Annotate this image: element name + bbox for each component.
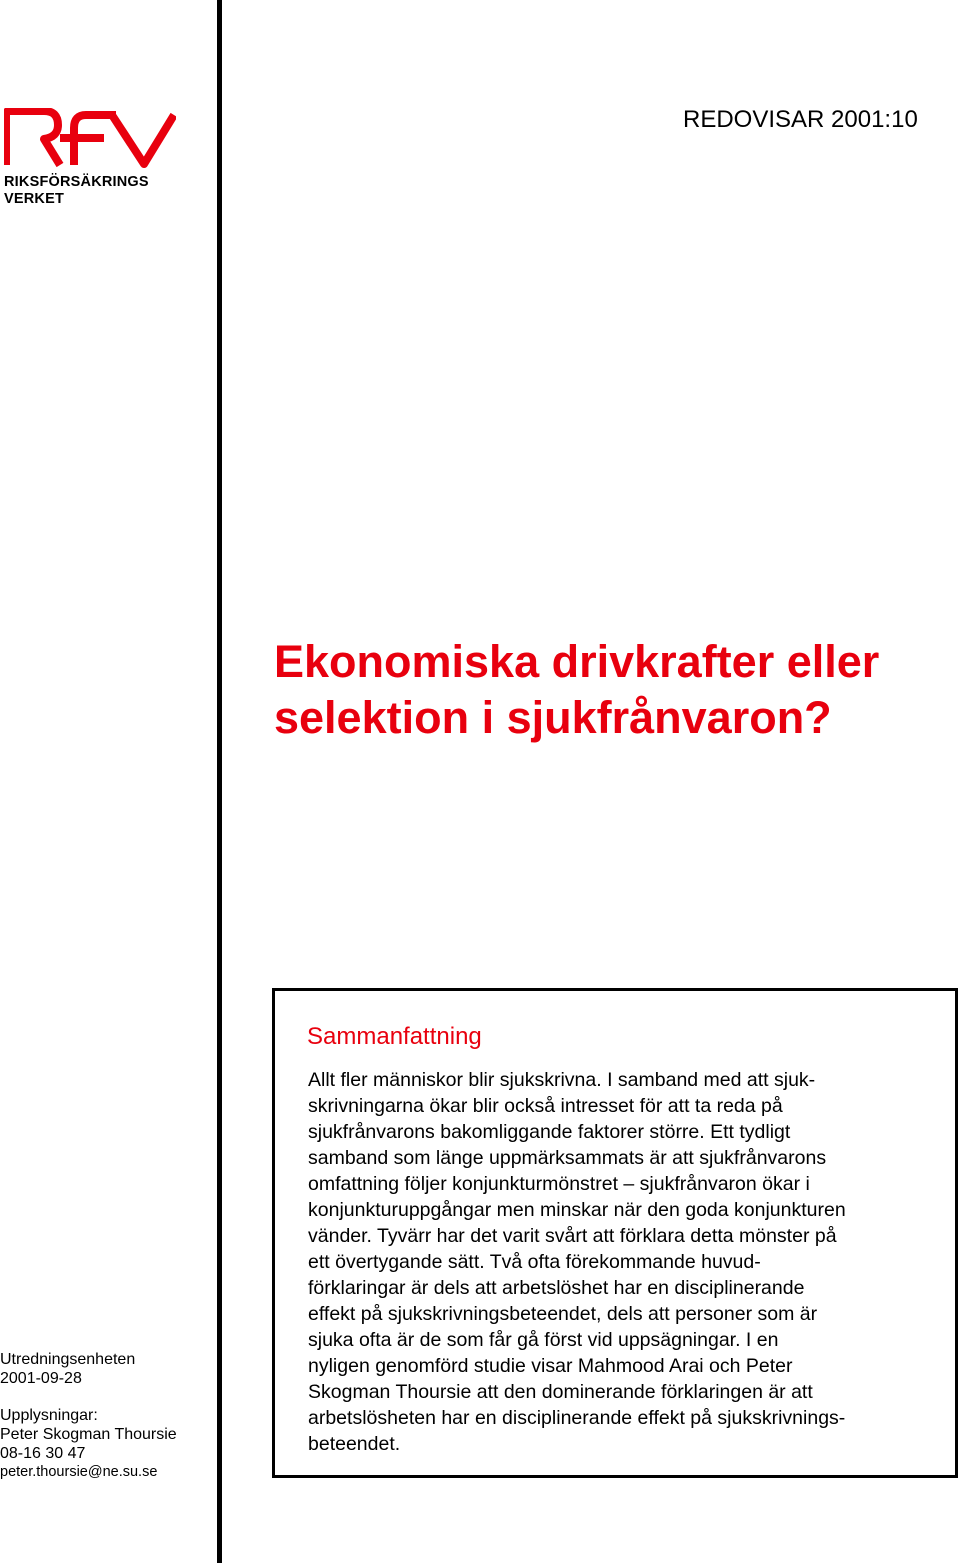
- contact-label: Upplysningar:: [0, 1407, 98, 1424]
- report-date: 2001-09-28: [0, 1370, 82, 1387]
- summary-heading: Sammanfattning: [307, 1023, 482, 1050]
- summary-body: [308, 1067, 948, 1457]
- contact-name: Peter Skogman Thoursie: [0, 1426, 177, 1443]
- summary-line: effekt på sjukskrivningsbeteendet, dels att personer som är: [308, 1303, 818, 1325]
- summary-line: samband som länge uppmärksammats är att sjukfrånvarons: [308, 1147, 827, 1169]
- summary-line: arbetslösheten har en disciplinerande effekt på sjukskrivnings-: [308, 1407, 846, 1429]
- summary-box: [272, 988, 958, 1478]
- summary-line: ett övertygande sätt. Två ofta förekommande huvud-: [308, 1251, 761, 1273]
- rfv-logo-mark: [4, 108, 176, 168]
- contact-phone: 08-16 30 47: [0, 1445, 86, 1462]
- summary-line: förklaringar är dels att arbetslöshet har en disciplinerande: [308, 1277, 805, 1299]
- vertical-rule: [217, 0, 222, 1563]
- report-series: REDOVISAR 2001:10: [683, 106, 918, 133]
- summary-line: beteendet.: [308, 1433, 401, 1455]
- summary-line: omfattning följer konjunkturmönstret – sjukfrånvaron ökar i: [308, 1173, 810, 1195]
- summary-line: Allt fler människor blir sjukskrivna. I samband med att sjuk-: [308, 1069, 816, 1091]
- logo-name-line-2: VERKET: [4, 191, 65, 207]
- sidebar-info: [0, 1350, 215, 1482]
- summary-line: skrivningarna ökar blir också intresset för att ta reda på: [308, 1095, 783, 1117]
- rfv-logo: [4, 108, 176, 208]
- report-title: [274, 634, 954, 746]
- summary-line: konjunkturuppgångar men minskar när den goda konjunkturen: [308, 1199, 846, 1221]
- contact-email: peter.thoursie@ne.su.se: [0, 1464, 158, 1480]
- department: Utredningsenheten: [0, 1351, 136, 1368]
- logo-name-line-1: RIKSFÖRSÄKRINGS: [4, 174, 149, 190]
- summary-line: nyligen genomförd studie visar Mahmood Arai och Peter: [308, 1355, 793, 1377]
- title-line-1: Ekonomiska drivkrafter eller: [274, 636, 880, 687]
- summary-line: Skogman Thoursie att den dominerande förklaringen är att: [308, 1381, 813, 1403]
- title-line-2: selektion i sjukfrånvaron?: [274, 692, 832, 743]
- summary-line: vänder. Tyvärr har det varit svårt att förklara detta mönster på: [308, 1225, 837, 1247]
- summary-line: sjuka ofta är de som får gå först vid uppsägningar. I en: [308, 1329, 779, 1351]
- summary-line: sjukfrånvarons bakomliggande faktorer större. Ett tydligt: [308, 1121, 791, 1143]
